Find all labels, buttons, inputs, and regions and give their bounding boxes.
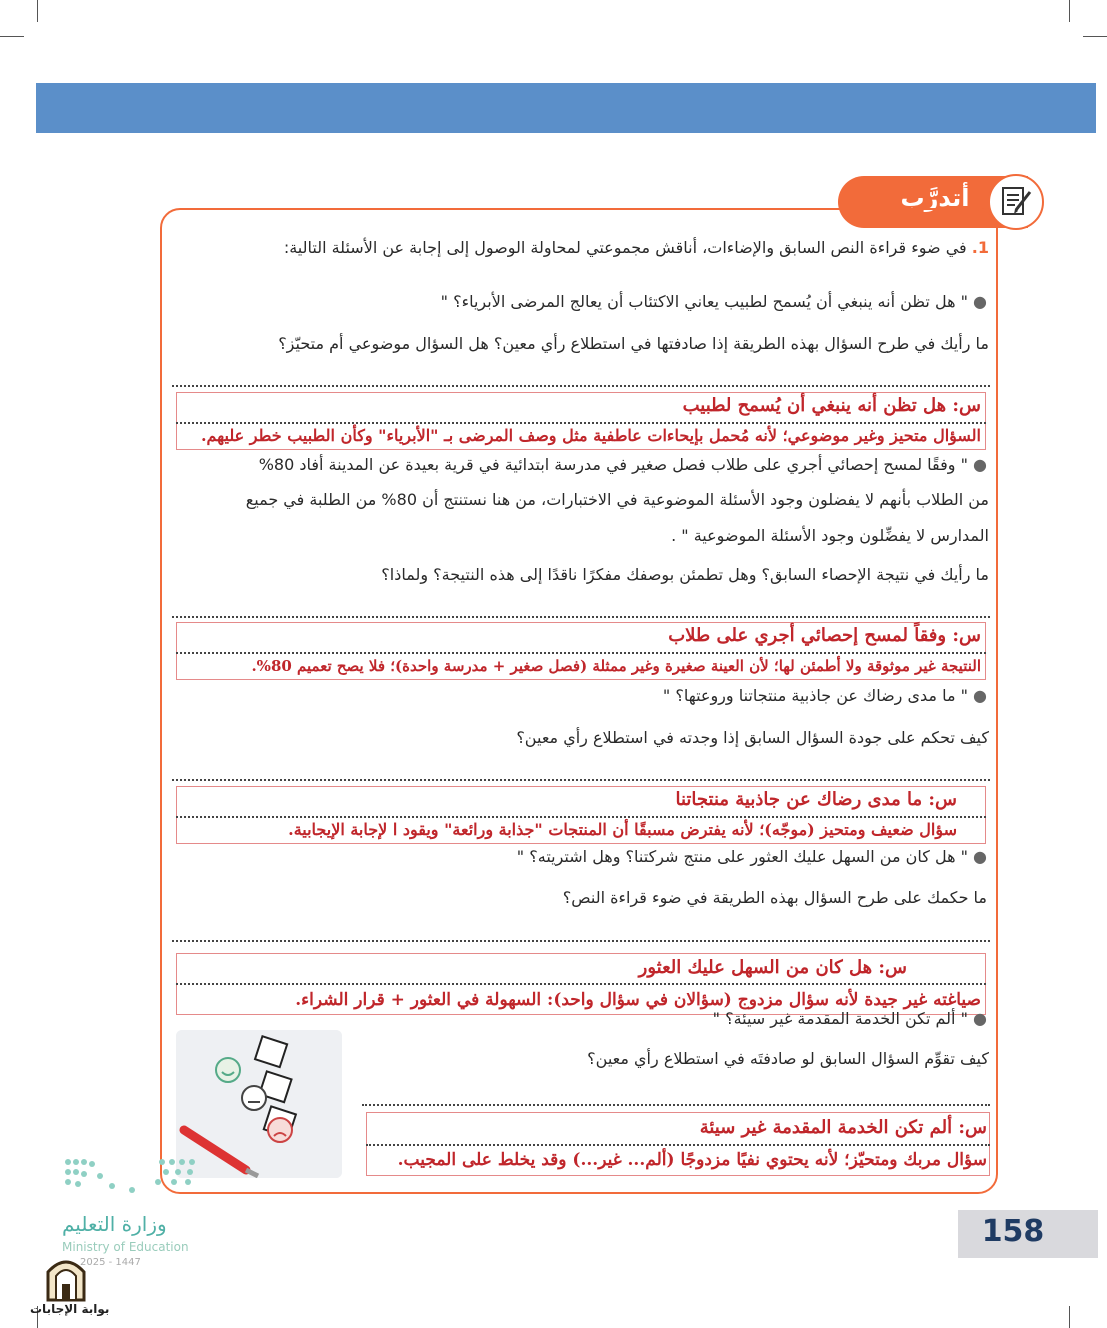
item-5-quote: ● " ألم تكن الخدمة المقدمة غير سيئة؟ " [712, 1009, 987, 1028]
answer-heading: س: هل تظن أنه ينبغي أن يُسمح لطبيب [682, 395, 981, 416]
answer-line [172, 616, 990, 618]
crop-mark [1069, 0, 1070, 22]
item-5-question: كيف تقوِّم السؤال السابق لو صادفتَه في استطلاع رأي معين؟ [587, 1049, 989, 1068]
item-2-quote-line-2: من الطلاب بأنهم لا يفضلون وجود الأسئلة الموضوعية في الاختبارات، من هنا نستنتج أن 80% من الطلبة في جميع [245, 490, 989, 509]
section-tab-label: أتدرَّب [900, 184, 970, 212]
answer-line [362, 1104, 990, 1106]
item-3-quote: ● " ما مدى رضاك عن جاذبية منتجاتنا وروعتها؟ " [662, 686, 987, 705]
answer-line [172, 940, 990, 942]
crop-mark [37, 0, 38, 22]
item-1-question: ما رأيك في طرح السؤال بهذه الطريقة إذا صادفتها في استطلاع رأي معين؟ هل السؤال موضوعي أم متحيّز؟ [278, 334, 989, 353]
crop-mark [1069, 1306, 1070, 1328]
exercise-instruction [284, 237, 989, 259]
ministry-name-arabic: وزارة التعليم [62, 1212, 167, 1236]
answer-heading: س: هل كان من السهل عليك العثور [638, 957, 907, 978]
answer-text: سؤال ضعيف ومتحيز (موجّه)؛ لأنه يفترض مسبقًا أن المنتجات "جذابة ورائعة" ويقود ا لإجابة الإيجابية. [288, 820, 957, 839]
exercise-number: 1. [971, 238, 989, 257]
item-2-quote-line-3: المدارس لا يفضِّلون وجود الأسئلة الموضوعية " . [671, 526, 989, 545]
page-number: 158 [981, 1214, 1045, 1249]
survey-illustration [176, 1030, 342, 1178]
answer-text: سؤال مربك ومتحيّز؛ لأنه يحتوي نفيًا مزدوجًا (ألم... غير...) وقد يخلط على المجيب. [397, 1150, 987, 1170]
answer-heading: س: وفقاً لمسح إحصائي أجري على طلاب [668, 625, 981, 646]
answer-line [172, 385, 990, 387]
top-color-band [36, 83, 1096, 133]
answer-text: النتيجة غير موثوقة ولا أطمئن لها؛ لأن العينة صغيرة وغير ممثلة (فصل صغير + مدرسة واحدة)؛ فلا يصح تعميم 80%. [251, 657, 981, 675]
item-3-question: كيف تحكم على جودة السؤال السابق إذا وجدته في استطلاع رأي معين؟ [516, 728, 989, 747]
item-4-quote: ● " هل كان من السهل عليك العثور على منتج شركتنا؟ وهل اشتريته؟ " [516, 847, 987, 866]
answers-gate-label: بوابة الإجابات [30, 1302, 110, 1316]
answer-text: السؤال متحيز وغير موضوعي؛ لأنه مُحمل بإيحاءات عاطفية مثل وصف المرضى بـ "الأبرياء" وكأن الطبيب خطر عليهم. [200, 426, 981, 445]
answer-text: صياغته غير جيدة لأنه سؤال مزدوج (سؤالان في سؤال واحد): السهولة في العثور + قرار الشراء. [295, 990, 981, 1010]
edition-year: 2025 - 1447 [80, 1257, 141, 1268]
answer-line [366, 1144, 990, 1146]
answer-heading: س: ألم تكن الخدمة المقدمة غير سيئة [699, 1117, 987, 1138]
item-2-quote-line-1: ● " وفقًا لمسح إحصائي أجري على طلاب فصل صغير في مدرسة ابتدائية في قرية بعيدة عن المدينة أفاد 80% [258, 455, 987, 474]
item-2-question: ما رأيك في نتيجة الإحصاء السابق؟ وهل تطمئن بوصفك مفكرًا ناقدًا إلى هذه النتيجة؟ ولماذا؟ [381, 565, 989, 584]
crop-mark [0, 36, 24, 37]
instruction-text: في ضوء قراءة النص السابق والإضاءات، أناقش مجموعتي لمحاولة الوصول إلى إجابة عن الأسئلة التالية: [283, 238, 967, 257]
item-4-question: ما حكمك على طرح السؤال بهذه الطريقة في ضوء قراءة النص؟ [562, 888, 987, 907]
crop-mark [1083, 36, 1107, 37]
item-1-quote: ● " هل تظن أنه ينبغي أن يُسمح لطبيب يعاني الاكتئاب أن يعالج المرضى الأبرياء؟ " [440, 292, 987, 311]
ministry-logo-dots [62, 1156, 198, 1196]
answer-line [172, 779, 990, 781]
answers-gate-logo [44, 1254, 88, 1302]
answer-heading: س: ما مدى رضاك عن جاذبية منتجاتنا [675, 789, 957, 810]
answer-line [176, 983, 986, 985]
ministry-name-english: Ministry of Education [62, 1240, 189, 1254]
